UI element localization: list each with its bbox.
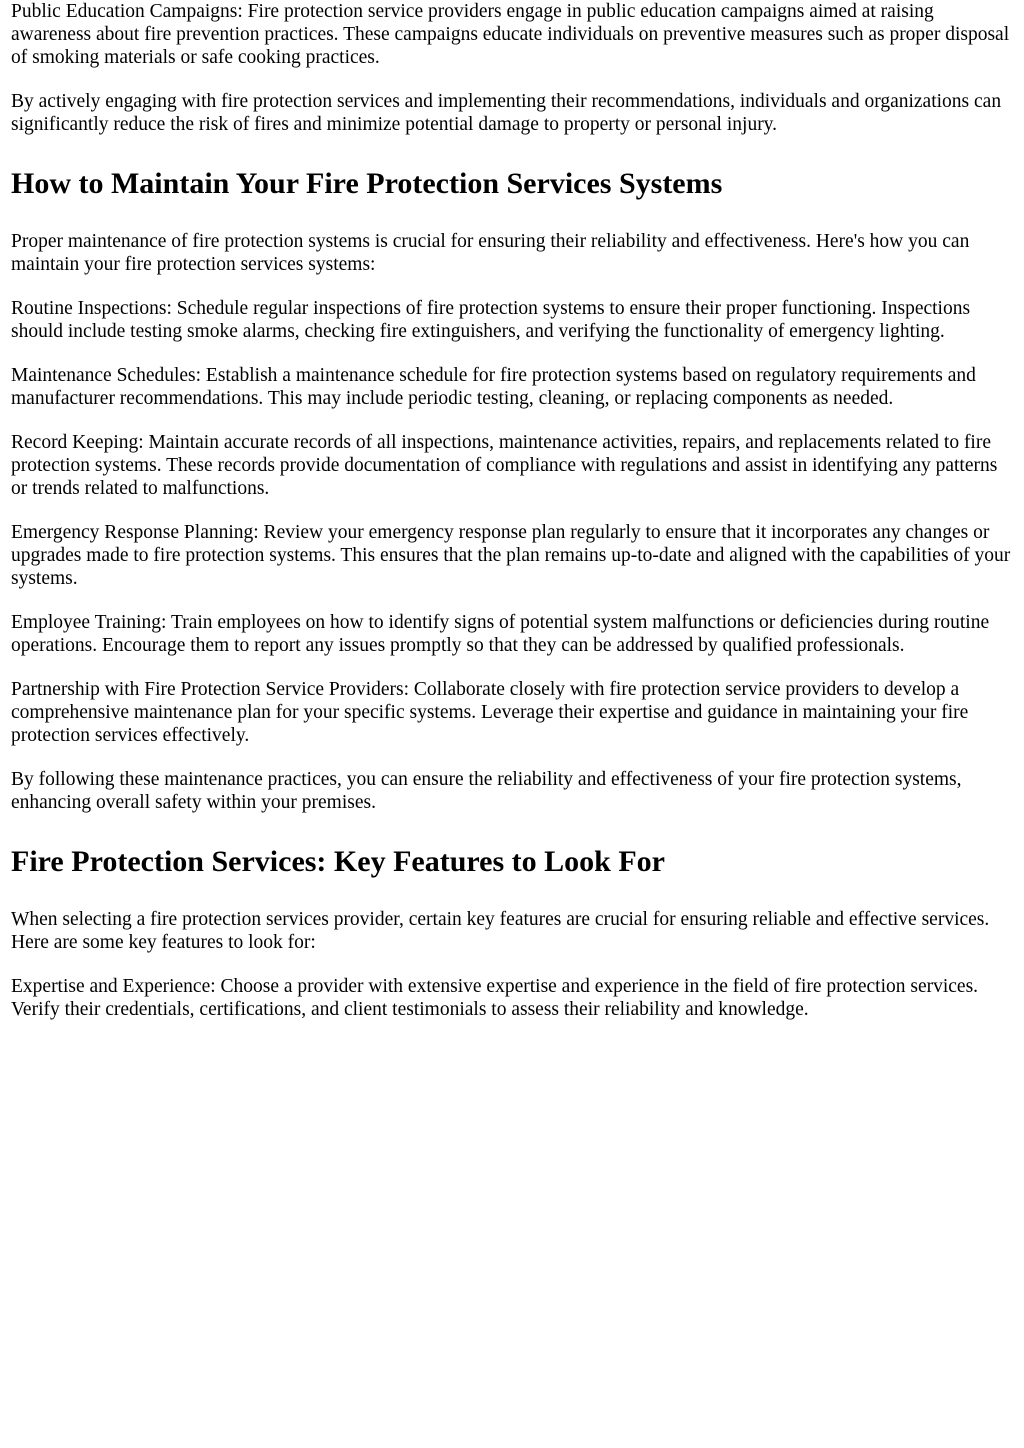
heading-key-features: Fire Protection Services: Key Features to Look For xyxy=(11,845,665,878)
paragraph-public-education: Public Education Campaigns: Fire protection service providers engage in public education campaigns aimed at raising awareness about fire prevention practices. These campaigns educate individuals on preventive measures such as proper disposal of smoking materials or safe cooking practices. xyxy=(11,1,1010,68)
paragraph-key-features-intro: When selecting a fire protection services provider, certain key features are crucial for ensuring reliable and effective services. Here are some key features to look for: xyxy=(11,909,990,953)
paragraph-maintenance-schedules: Maintenance Schedules: Establish a maintenance schedule for fire protection systems based on regulatory requirements and manufacturer recommendations. This may include periodic testing, cleaning, or replacing components as needed. xyxy=(11,365,976,409)
heading-maintain-systems: How to Maintain Your Fire Protection Services Systems xyxy=(11,167,723,200)
paragraph-routine-inspections: Routine Inspections: Schedule regular inspections of fire protection systems to ensure their proper functioning. Inspections should include testing smoke alarms, checking fire extinguishers, and verifying the functionality of emergency lighting. xyxy=(11,298,971,342)
paragraph-active-engagement: By actively engaging with fire protection services and implementing their recommendations, individuals and organizations can significantly reduce the risk of fires and minimize potential damage to property or personal injury. xyxy=(11,91,1002,135)
paragraph-employee-training: Employee Training: Train employees on how to identify signs of potential system malfunctions or deficiencies during routine operations. Encourage them to report any issues promptly so that they can be addressed by qualified professionals. xyxy=(11,612,990,656)
paragraph-record-keeping: Record Keeping: Maintain accurate records of all inspections, maintenance activities, repairs, and replacements related to fire protection systems. These records provide documentation of compliance with regulations and assist in identifying any patterns or trends related to malfunctions. xyxy=(11,432,998,499)
paragraph-partnership: Partnership with Fire Protection Service Providers: Collaborate closely with fire protection service providers to develop a comprehensive maintenance plan for your specific systems. Leverage their expertise and guidance in maintaining your fire protection services effectively. xyxy=(11,679,969,746)
paragraph-emergency-response: Emergency Response Planning: Review your emergency response plan regularly to ensure that it incorporates any changes or upgrades made to fire protection systems. This ensures that the plan remains up-to-date and aligned with the capabilities of your systems. xyxy=(11,522,1011,589)
paragraph-expertise-experience: Expertise and Experience: Choose a provider with extensive expertise and experience in the field of fire protection services. Verify their credentials, certifications, and client testimonials to assess their reliability and knowledge. xyxy=(11,976,979,1020)
paragraph-maintenance-conclusion: By following these maintenance practices, you can ensure the reliability and effectiveness of your fire protection systems, enhancing overall safety within your premises. xyxy=(11,769,962,813)
paragraph-maintenance-intro: Proper maintenance of fire protection systems is crucial for ensuring their reliability and effectiveness. Here's how you can maintain your fire protection services systems: xyxy=(11,231,970,275)
